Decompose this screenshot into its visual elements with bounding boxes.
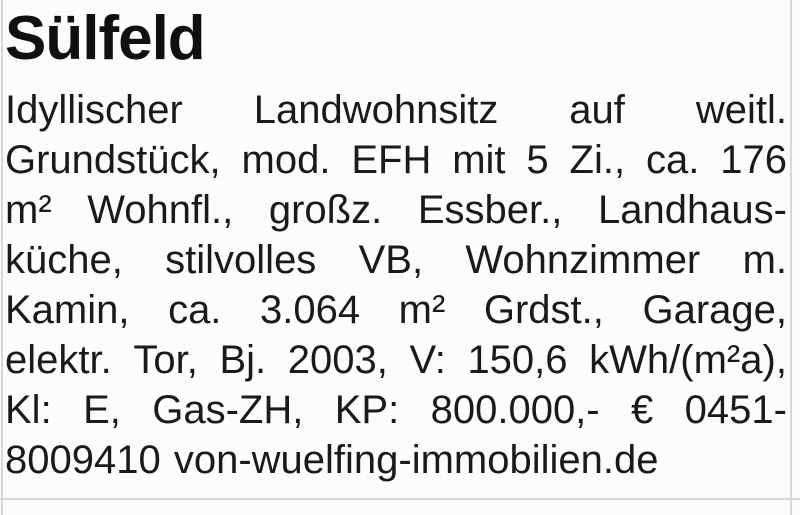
ad-body-line: Kl: E, Gas-ZH, KP: 800.000,- € 0451-: [5, 388, 787, 432]
ad-body-line: küche, stilvolles VB, Wohnzimmer m.: [5, 238, 787, 282]
ad-body-line: Grundstück, mod. EFH mit 5 Zi., ca. 176: [5, 138, 787, 182]
ad-body-line: elektr. Tor, Bj. 2003, V: 150,6 kWh/(m²a),: [5, 338, 787, 382]
ad-content: [5, 0, 787, 72]
right-border-rule: [790, 0, 792, 515]
ad-body-text: [5, 88, 787, 488]
ad-title: Sülfeld: [5, 4, 205, 73]
ad-body-last-line: 8009410 von-wuelfing-immobilien.de: [5, 438, 659, 482]
bottom-border-rule: [0, 498, 800, 500]
left-border-rule: [1, 0, 3, 515]
ad-body-line: Idyllischer Landwohnsitz auf weitl.: [5, 88, 787, 132]
ad-body-line: m² Wohnfl., großz. Essber., Landhaus-: [5, 188, 787, 232]
ad-body-line: Kamin, ca. 3.064 m² Grdst., Garage,: [5, 288, 787, 332]
